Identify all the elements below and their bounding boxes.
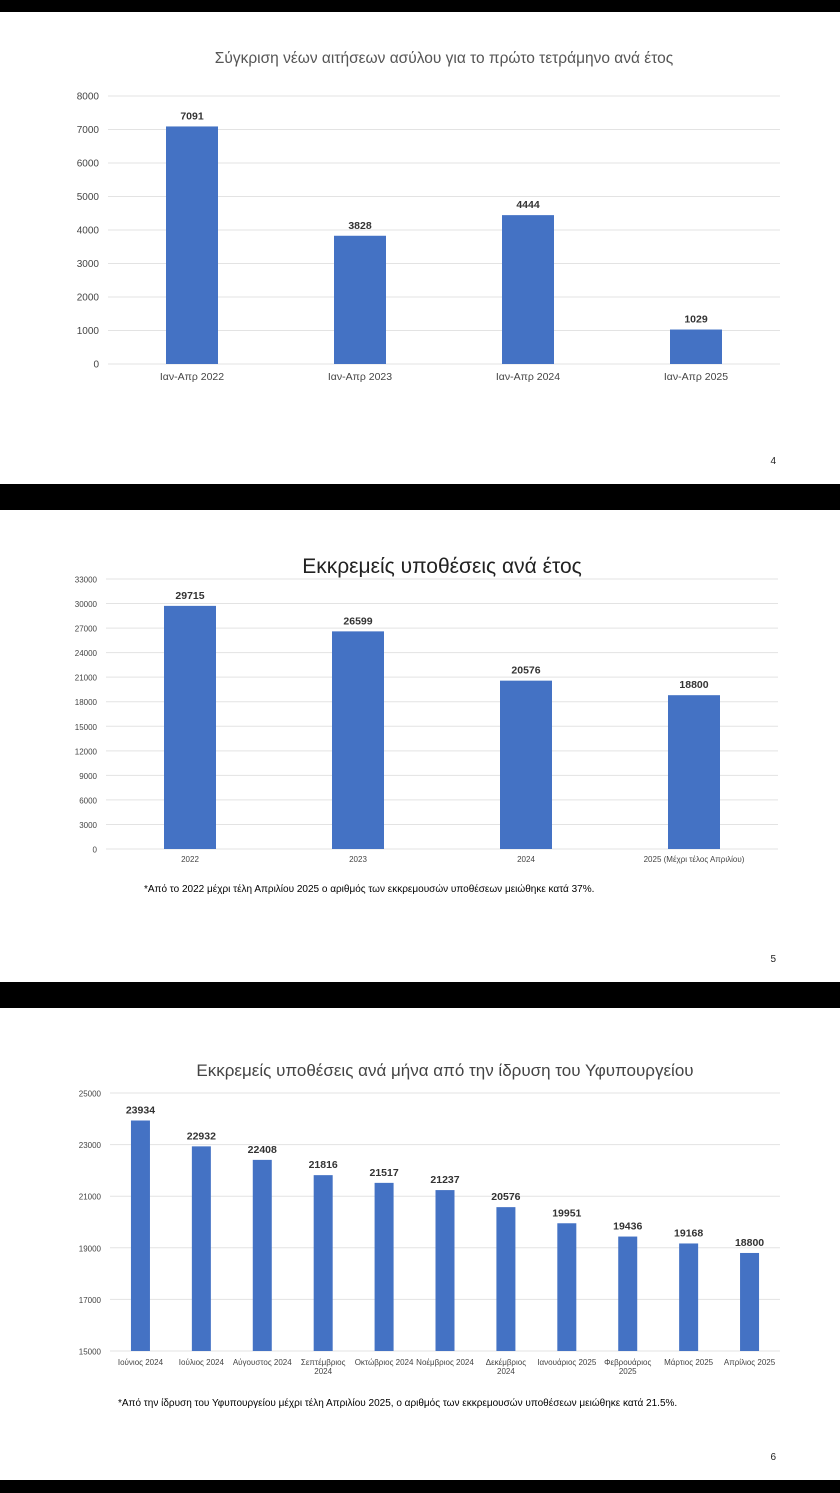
data-label: 21517 — [369, 1166, 399, 1179]
chart-title: Εκκρεμείς υποθέσεις ανά έτος — [302, 555, 582, 578]
bar — [436, 1190, 455, 1351]
data-label: 22408 — [247, 1143, 277, 1156]
data-label: 23934 — [125, 1104, 156, 1117]
slide-asylum-applications — [0, 12, 840, 484]
x-tick-label: Ιαν-Απρ 2022 — [159, 371, 225, 383]
footnote: *Από το 2022 μέχρι τέλη Απριλίου 2025 ο αριθμός των εκκρεμουσών υποθέσεων μειώθηκε κατά 37%. — [144, 884, 595, 895]
data-label: 4444 — [516, 199, 540, 212]
x-tick-label: 2025 (Μέχρι τέλος Απριλίου) — [643, 855, 745, 864]
data-label: 20576 — [491, 1191, 521, 1204]
page-number: 6 — [770, 1452, 776, 1463]
bar — [502, 215, 554, 364]
y-tick-label: 24000 — [74, 649, 97, 659]
y-tick-label: 21000 — [74, 673, 97, 683]
x-tick-label: Ιαν-Απρ 2025 — [663, 371, 729, 383]
chart-title: Σύγκριση νέων αιτήσεων ασύλου για το πρώτο τετράμηνο ανά έτος — [214, 50, 674, 67]
x-tick-label: Ιαν-Απρ 2024 — [495, 371, 561, 383]
data-label: 26599 — [343, 615, 373, 628]
chart-title: Εκκρεμείς υποθέσεις ανά μήνα από την ίδρυση του Υφυπουργείου — [196, 1061, 694, 1080]
y-tick-label: 27000 — [74, 624, 97, 634]
bar — [500, 681, 552, 849]
x-tick-label: Οκτώβριος 2024 — [354, 1358, 414, 1367]
bar — [332, 631, 384, 849]
data-label: 21816 — [308, 1159, 338, 1172]
data-label: 1029 — [684, 313, 708, 326]
x-tick-label: 2022 — [181, 855, 199, 864]
bar — [253, 1160, 272, 1351]
chart-asylum-applications — [0, 12, 840, 484]
y-tick-label: 7000 — [76, 125, 99, 136]
chart-pending-cases-monthly — [0, 1008, 840, 1480]
data-label: 7091 — [180, 110, 204, 123]
x-tick-label: Μάρτιος 2025 — [664, 1358, 714, 1367]
chart-pending-cases-yearly — [0, 510, 840, 982]
bar — [740, 1253, 759, 1351]
y-tick-label: 33000 — [74, 575, 97, 585]
page-number: 4 — [770, 456, 776, 467]
x-tick-label: Αύγουστος 2024 — [232, 1358, 292, 1367]
data-label: 19168 — [674, 1227, 704, 1240]
data-label: 18800 — [679, 679, 709, 692]
y-tick-label: 4000 — [76, 225, 99, 237]
bar — [131, 1121, 150, 1351]
y-tick-label: 3000 — [79, 820, 97, 830]
x-tick-label: Σεπτέμβριος 2024 — [300, 1358, 346, 1376]
bar — [670, 330, 722, 364]
x-tick-label: Φεβρουάριος 2025 — [604, 1358, 652, 1376]
bar — [314, 1175, 333, 1351]
y-tick-label: 30000 — [74, 600, 97, 610]
y-tick-label: 0 — [93, 359, 99, 371]
slide-pending-cases-yearly — [0, 510, 840, 982]
y-tick-label: 21000 — [78, 1192, 101, 1202]
y-tick-label: 9000 — [79, 771, 97, 781]
x-tick-label: Ιαν-Απρ 2023 — [327, 371, 393, 383]
bar — [375, 1183, 394, 1351]
x-tick-label: Δεκέμβριος 2024 — [485, 1358, 527, 1376]
y-tick-label: 19000 — [78, 1244, 101, 1254]
y-tick-label: 15000 — [78, 1347, 101, 1357]
y-tick-label: 18000 — [74, 698, 97, 708]
y-tick-label: 3000 — [76, 259, 99, 270]
x-tick-label: Νοέμβριος 2024 — [416, 1358, 474, 1367]
y-tick-label: 12000 — [74, 747, 97, 757]
y-tick-label: 2000 — [76, 292, 99, 304]
data-label: 18800 — [734, 1236, 765, 1249]
data-label: 3828 — [348, 219, 372, 232]
data-label: 29715 — [175, 589, 205, 602]
bar — [166, 126, 218, 364]
y-tick-label: 17000 — [78, 1295, 101, 1305]
data-label: 20576 — [511, 664, 541, 677]
x-tick-label: 2023 — [349, 855, 367, 864]
x-tick-label: Απρίλιος 2025 — [723, 1358, 776, 1367]
page-number: 5 — [770, 954, 776, 965]
y-tick-label: 5000 — [76, 192, 99, 203]
bar — [679, 1243, 698, 1351]
y-tick-label: 6000 — [76, 158, 99, 170]
bar — [164, 606, 216, 849]
bar — [668, 695, 720, 849]
bar — [334, 236, 386, 364]
data-label: 19951 — [552, 1207, 582, 1220]
data-label: 19436 — [613, 1220, 643, 1233]
y-tick-label: 6000 — [79, 796, 97, 806]
data-label: 22932 — [186, 1130, 216, 1143]
y-tick-label: 8000 — [76, 91, 99, 103]
bar — [557, 1223, 576, 1351]
data-label: 21237 — [430, 1174, 460, 1187]
x-tick-label: Ιανουάριος 2025 — [537, 1358, 597, 1367]
bar — [192, 1146, 211, 1351]
x-tick-label: Ιούλιος 2024 — [178, 1358, 224, 1367]
y-tick-label: 15000 — [74, 722, 97, 732]
y-tick-label: 0 — [92, 845, 97, 855]
footnote: *Από την ίδρυση του Υφυπουργείου μέχρι τέλη Απριλίου 2025, ο αριθμός των εκκρεμουσών υποθέσεων μειώθηκε κατά 21.5%. — [118, 1398, 678, 1409]
y-tick-label: 25000 — [78, 1089, 101, 1099]
bar — [496, 1207, 515, 1351]
bar — [618, 1237, 637, 1351]
slide-pending-cases-monthly — [0, 1008, 840, 1480]
x-tick-label: 2024 — [517, 855, 535, 864]
y-tick-label: 1000 — [76, 326, 99, 337]
y-tick-label: 23000 — [78, 1141, 101, 1151]
x-tick-label: Ιούνιος 2024 — [117, 1358, 164, 1367]
